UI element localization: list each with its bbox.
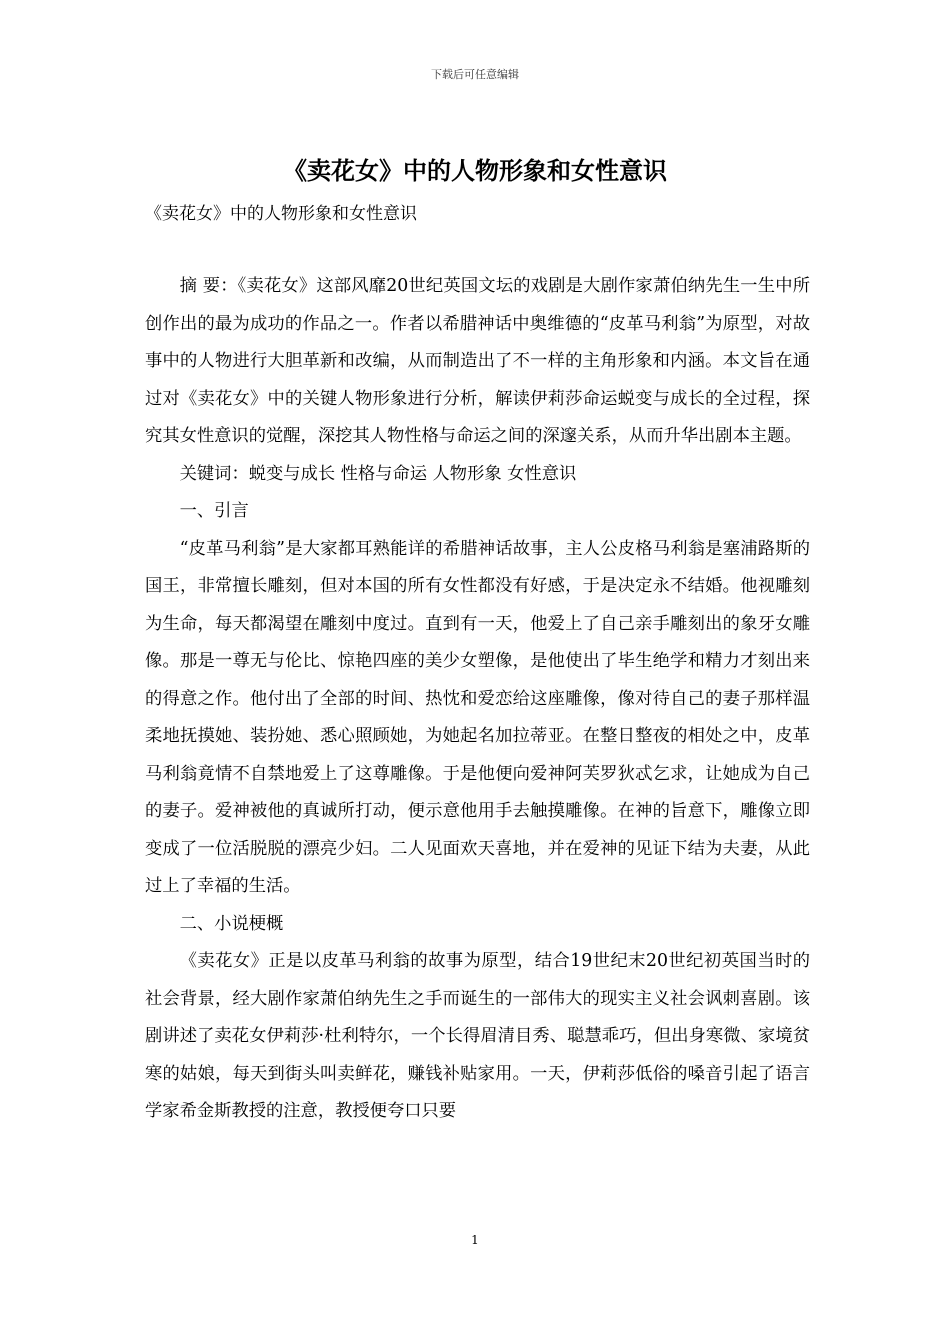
keywords-paragraph: 关键词：蜕变与成长 性格与命运 人物形象 女性意识	[179, 463, 577, 484]
document-subtitle: 《卖花女》中的人物形象和女性意识	[145, 204, 417, 224]
page-number: 1	[471, 1233, 479, 1247]
document-title: 《卖花女》中的人物形象和女性意识	[283, 156, 667, 185]
page-header-note: 下载后可任意编辑	[431, 68, 519, 81]
section-heading-introduction: 一、引言	[179, 501, 249, 521]
section-heading-synopsis: 二、小说梗概	[179, 913, 284, 934]
synopsis-paragraph: 《卖花女》正是以皮革马利翁的故事为原型，结合19世纪末20世纪初英国当时的社会背景，经大剧作家萧伯纳先生之手而诞生的一部伟大的现实主义社会讽刺喜剧。该剧讲述了卖花女伊莉莎·杜利特尔，一个长得眉清目秀、聪慧乖巧，但出身寒微、家境贫寒的姑娘，每天到街头叫卖鲜花，赚钱补贴家用。一天，伊莉莎低俗的嗓音引起了语言学家希金斯教授的注意，教授便夸口只要	[145, 951, 810, 1121]
introduction-paragraph: “皮革马利翁”是大家都耳熟能详的希腊神话故事，主人公皮格马利翁是塞浦路斯的国王，非常擅长雕刻，但对本国的所有女性都没有好感，于是决定永不结婚。他视雕刻为生命，每天都渴望在雕刻中度过。直到有一天，他爱上了自己亲手雕刻出的象牙女雕像。那是一尊无与伦比、惊艳四座的美少女塑像，是他使出了毕生绝学和精力才刻出来的得意之作。他付出了全部的时间、热忱和爱恋给这座雕像，像对待自己的妻子那样温柔地抚摸她、装扮她、悉心照顾她，为她起名加拉蒂亚。在整日整夜的相处之中，皮革马利翁竟情不自禁地爱上了这尊雕像。于是他便向爱神阿芙罗狄忒乞求，让她成为自己的妻子。爱神被他的真诚所打动，便示意他用手去触摸雕像。在神的旨意下，雕像立即变成了一位活脱脱的漂亮少妇。二人见面欢天喜地，并在爱神的见证下结为夫妻，从此过上了幸福的生活。	[145, 538, 810, 896]
abstract-paragraph: 摘 要：《卖花女》这部风靡20世纪英国文坛的戏剧是大剧作家萧伯纳先生一生中所创作出的最为成功的作品之一。作者以希腊神话中奥维德的“皮革马利翁”为原型，对故事中的人物进行大胆革新和改编，从而制造出了不一样的主角形象和内涵。本文旨在通过对《卖花女》中的关键人物形象进行分析，解读伊莉莎命运蜕变与成长的全过程，探究其女性意识的觉醒，深挖其人物性格与命运之间的深邃关系，从而升华出剧本主题。	[145, 276, 810, 446]
document-body	[145, 268, 810, 1131]
